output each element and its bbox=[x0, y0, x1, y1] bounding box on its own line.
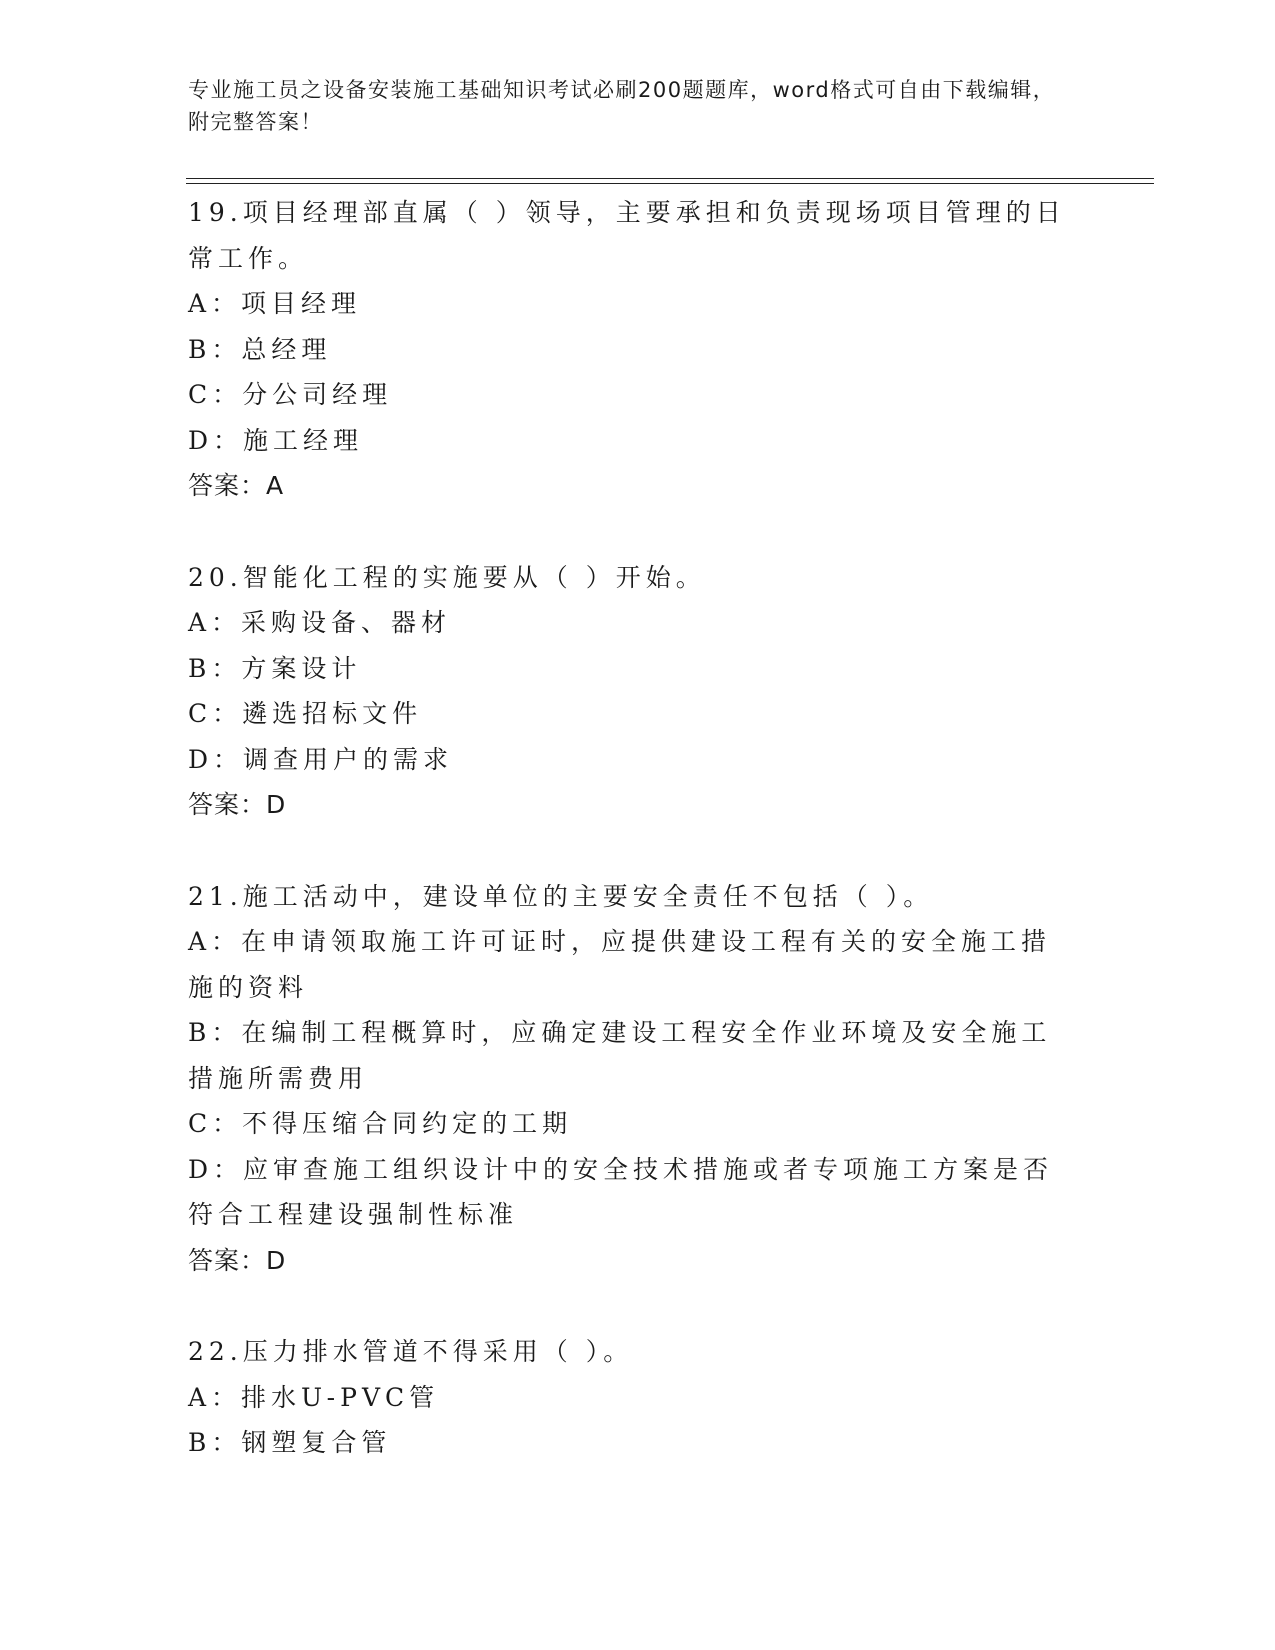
answer: 答案：D bbox=[188, 1245, 287, 1275]
question-21 bbox=[188, 874, 1078, 1284]
option-a: A：在申请领取施工许可证时，应提供建设工程有关的安全施工措施的资料 bbox=[188, 927, 1052, 1002]
header-divider-bottom bbox=[186, 183, 1154, 184]
question-19 bbox=[188, 190, 1078, 509]
option-c: C：不得压缩合同约定的工期 bbox=[188, 1109, 573, 1138]
option-b: B：钢塑复合管 bbox=[188, 1428, 392, 1457]
question-text: 21.施工活动中，建设单位的主要安全责任不包括（ ）。 bbox=[188, 881, 934, 911]
option-b: B：在编制工程概算时，应确定建设工程安全作业环境及安全施工措施所需费用 bbox=[188, 1018, 1052, 1093]
question-text: 20.智能化工程的实施要从（ ）开始。 bbox=[188, 562, 706, 592]
option-d: D：应审查施工组织设计中的安全技术措施或者专项施工方案是否符合工程建设强制性标准 bbox=[188, 1154, 1054, 1229]
question-text: 19.项目经理部直属（ ）领导，主要承担和负责现场项目管理的日常工作。 bbox=[188, 198, 1066, 273]
option-a: A：排水U-PVC管 bbox=[188, 1382, 440, 1412]
question-22 bbox=[188, 1329, 1078, 1466]
option-a: A：项目经理 bbox=[188, 289, 362, 318]
page-header: 专业施工员之设备安装施工基础知识考试必刷200题题库，word格式可自由下载编辑，附完整答案！ bbox=[188, 78, 1056, 134]
option-c: C：分公司经理 bbox=[188, 380, 393, 409]
answer: 答案：D bbox=[188, 790, 287, 819]
option-a: A：采购设备、器材 bbox=[188, 608, 452, 637]
option-d: D：调查用户的需求 bbox=[188, 744, 454, 774]
option-b: B：方案设计 bbox=[188, 653, 362, 683]
question-list bbox=[188, 190, 1078, 1512]
question-20 bbox=[188, 555, 1078, 828]
option-d: D：施工经理 bbox=[188, 425, 364, 455]
answer: 答案：A bbox=[188, 471, 285, 500]
header-divider-top bbox=[186, 178, 1154, 179]
option-b: B：总经理 bbox=[188, 334, 332, 364]
question-text: 22.压力排水管道不得采用（ ）。 bbox=[188, 1337, 634, 1366]
option-c: C：遴选招标文件 bbox=[188, 699, 423, 728]
